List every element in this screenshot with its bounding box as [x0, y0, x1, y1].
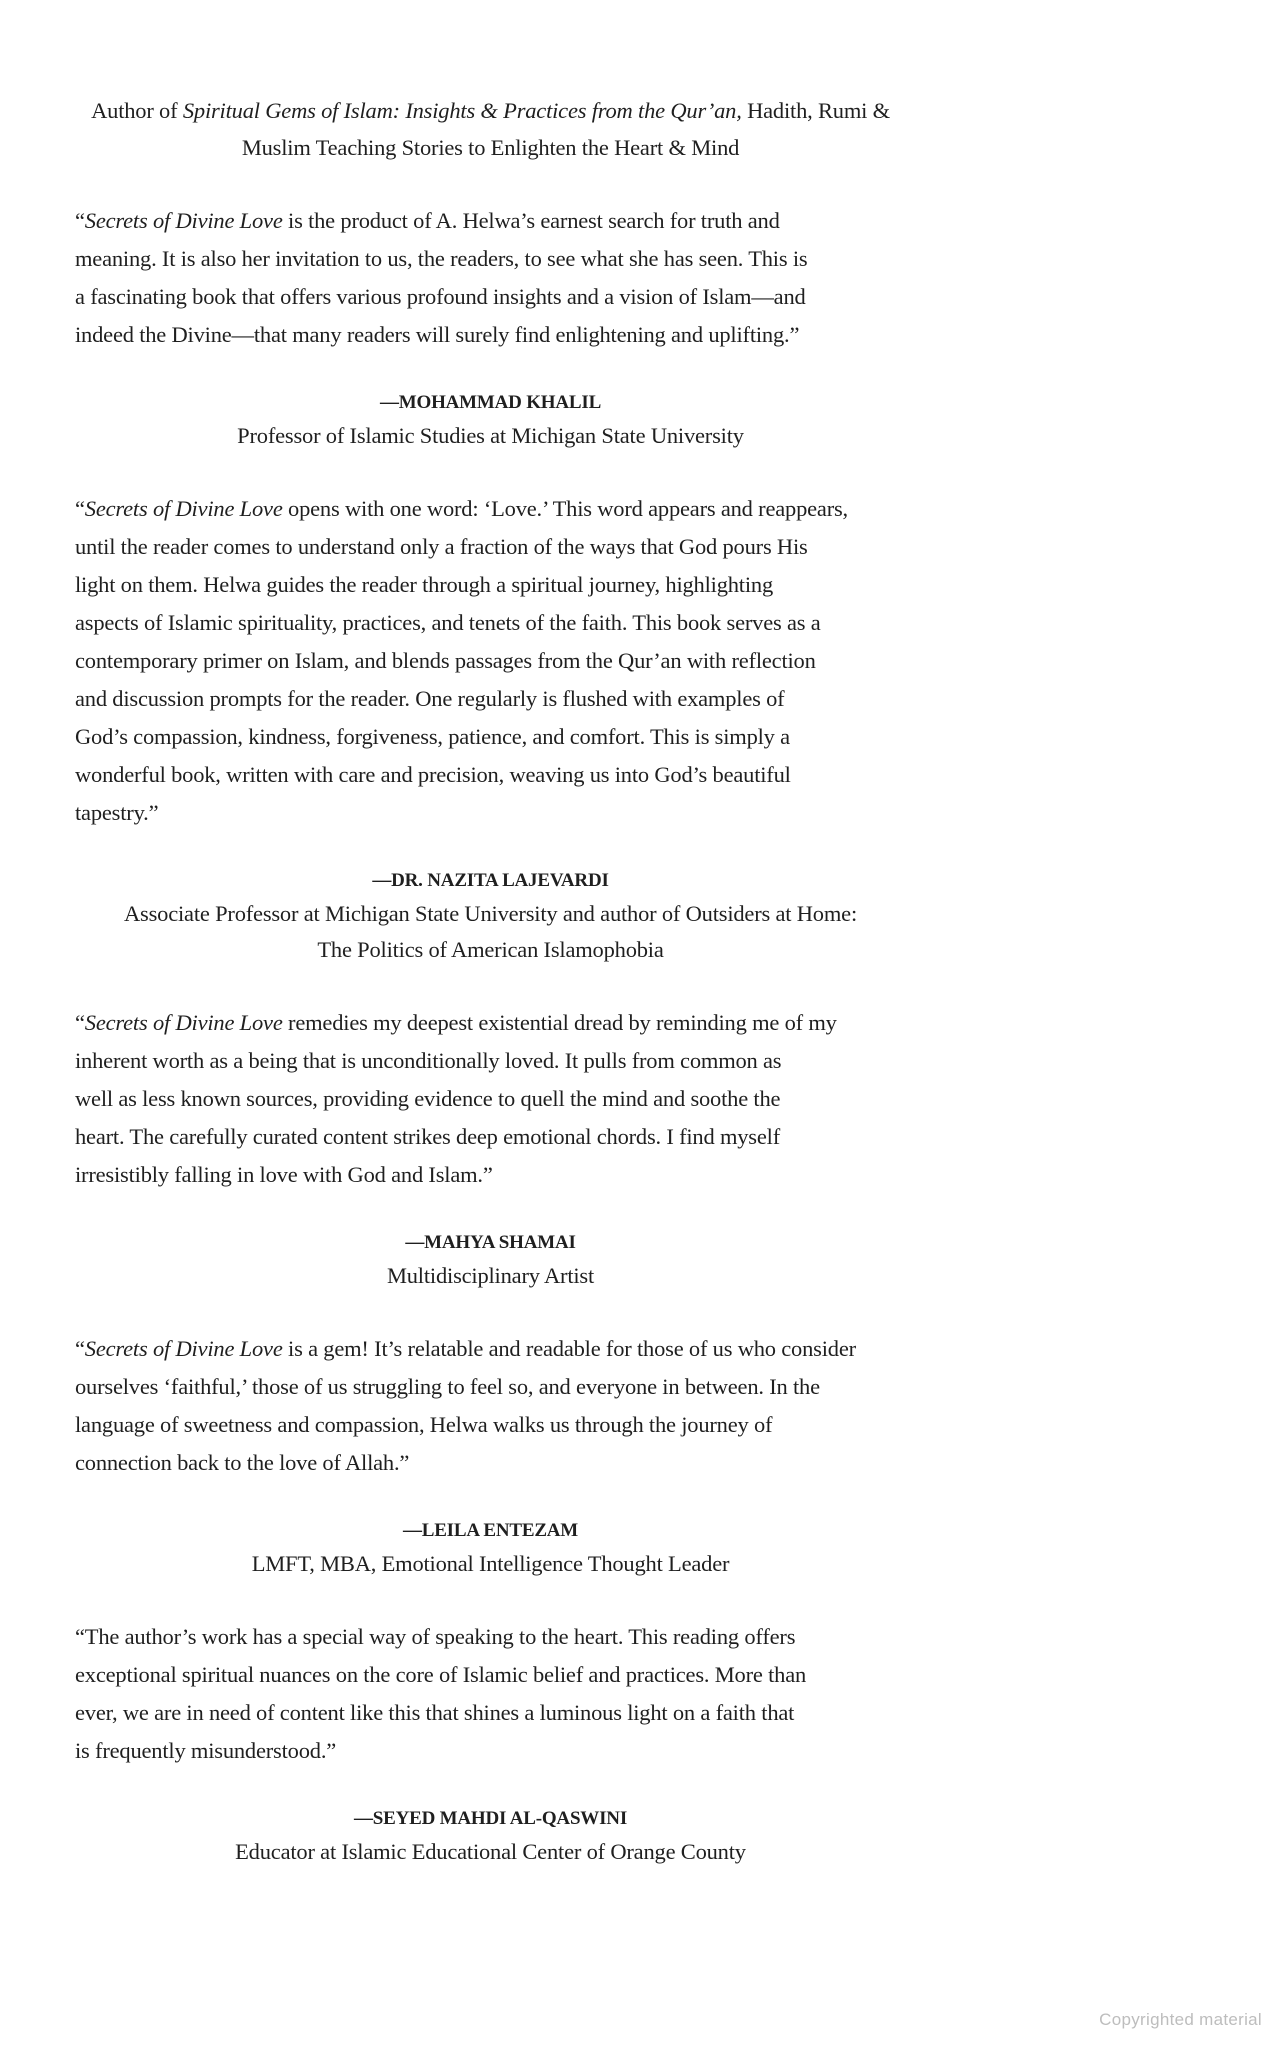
quote-line: tapestry.” [75, 800, 159, 825]
quote-line: irresistibly falling in love with God and Islam.” [75, 1162, 493, 1187]
book-page-content [75, 92, 906, 1870]
testimonial-quote [75, 1004, 906, 1194]
testimonial-list [75, 202, 906, 1870]
attribution-role-line: Multidisciplinary Artist [386, 1263, 595, 1288]
quote-line: ourselves ‘faithful,’ those of us struggling to feel so, and everyone in between. In the [75, 1374, 820, 1399]
quote-line: contemporary primer on Islam, and blends passages from the Qur’an with reflection [75, 648, 816, 673]
author-credit [75, 92, 906, 166]
attribution-role-line: Educator at Islamic Educational Center of Orange County [235, 1839, 746, 1864]
attribution-role-line: LMFT, MBA, Emotional Intelligence Thought Leader [251, 1551, 730, 1576]
quote-line: until the reader comes to understand only a fraction of the ways that God pours His [75, 534, 808, 559]
testimonial-quote [75, 1330, 906, 1482]
quote-line: “Secrets of Divine Love opens with one word: ‘Love.’ This word appears and reappears, [75, 496, 848, 521]
quote-line: language of sweetness and compassion, Helwa walks us through the journey of [75, 1412, 773, 1437]
attribution-role-line: Associate Professor at Michigan State University and author of Outsiders at Home: [123, 901, 857, 926]
attribution-name: —LEILA ENTEZAM [402, 1520, 579, 1541]
quote-line: wonderful book, written with care and precision, weaving us into God’s beautiful [75, 762, 791, 787]
testimonial-quote [75, 1618, 906, 1770]
quote-line: exceptional spiritual nuances on the core of Islamic belief and practices. More than [75, 1662, 807, 1687]
testimonial-attribution [75, 388, 906, 454]
quote-line: light on them. Helwa guides the reader through a spiritual journey, highlighting [75, 572, 774, 597]
quote-line: “Secrets of Divine Love is the product of A. Helwa’s earnest search for truth and [75, 208, 780, 233]
quote-line: well as less known sources, providing evidence to quell the mind and soothe the [75, 1086, 781, 1111]
quote-line: “The author’s work has a special way of speaking to the heart. This reading offers [75, 1624, 796, 1649]
quote-line: is frequently misunderstood.” [75, 1738, 337, 1763]
attribution-role-line: Professor of Islamic Studies at Michigan State University [237, 423, 744, 448]
attribution-name: —SEYED MAHDI AL-QASWINI [353, 1808, 628, 1829]
quote-line: God’s compassion, kindness, forgiveness, patience, and comfort. This is simply a [75, 724, 790, 749]
quote-line: aspects of Islamic spirituality, practices, and tenets of the faith. This book serves as a [75, 610, 821, 635]
quote-line: and discussion prompts for the reader. One regularly is flushed with examples of [75, 686, 785, 711]
testimonial-attribution [75, 1804, 906, 1870]
testimonial-attribution [75, 866, 906, 968]
quote-line: a fascinating book that offers various profound insights and a vision of Islam—and [75, 284, 806, 309]
testimonial-attribution [75, 1228, 906, 1294]
quote-line: heart. The carefully curated content strikes deep emotional chords. I find myself [75, 1124, 780, 1149]
quote-line: “Secrets of Divine Love remedies my deepest existential dread by reminding me of my [75, 1010, 837, 1035]
attribution-name: —MOHAMMAD KHALIL [379, 392, 602, 413]
author-credit-line: Muslim Teaching Stories to Enlighten the Heart & Mind [241, 135, 740, 160]
attribution-name: —DR. NAZITA LAJEVARDI [372, 870, 609, 891]
quote-line: indeed the Divine—that many readers will surely find enlightening and uplifting.” [75, 322, 800, 347]
attribution-role-line: The Politics of American Islamophobia [317, 937, 664, 962]
quote-line: meaning. It is also her invitation to us, the readers, to see what she has seen. This is [75, 246, 808, 271]
quote-line: inherent worth as a being that is unconditionally loved. It pulls from common as [75, 1048, 782, 1073]
testimonial-quote [75, 490, 906, 832]
author-credit-line: Author of Spiritual Gems of Islam: Insights & Practices from the Qur’an, Hadith, Rumi & [91, 98, 890, 123]
testimonial-quote [75, 202, 906, 354]
quote-line: “Secrets of Divine Love is a gem! It’s relatable and readable for those of us who consider [75, 1336, 856, 1361]
quote-line: ever, we are in need of content like this that shines a luminous light on a faith that [75, 1700, 795, 1725]
attribution-name: —MAHYA SHAMAI [405, 1232, 576, 1253]
testimonial-attribution [75, 1516, 906, 1582]
quote-line: connection back to the love of Allah.” [75, 1450, 410, 1475]
copyright-watermark: Copyrighted material [1099, 2010, 1262, 2029]
